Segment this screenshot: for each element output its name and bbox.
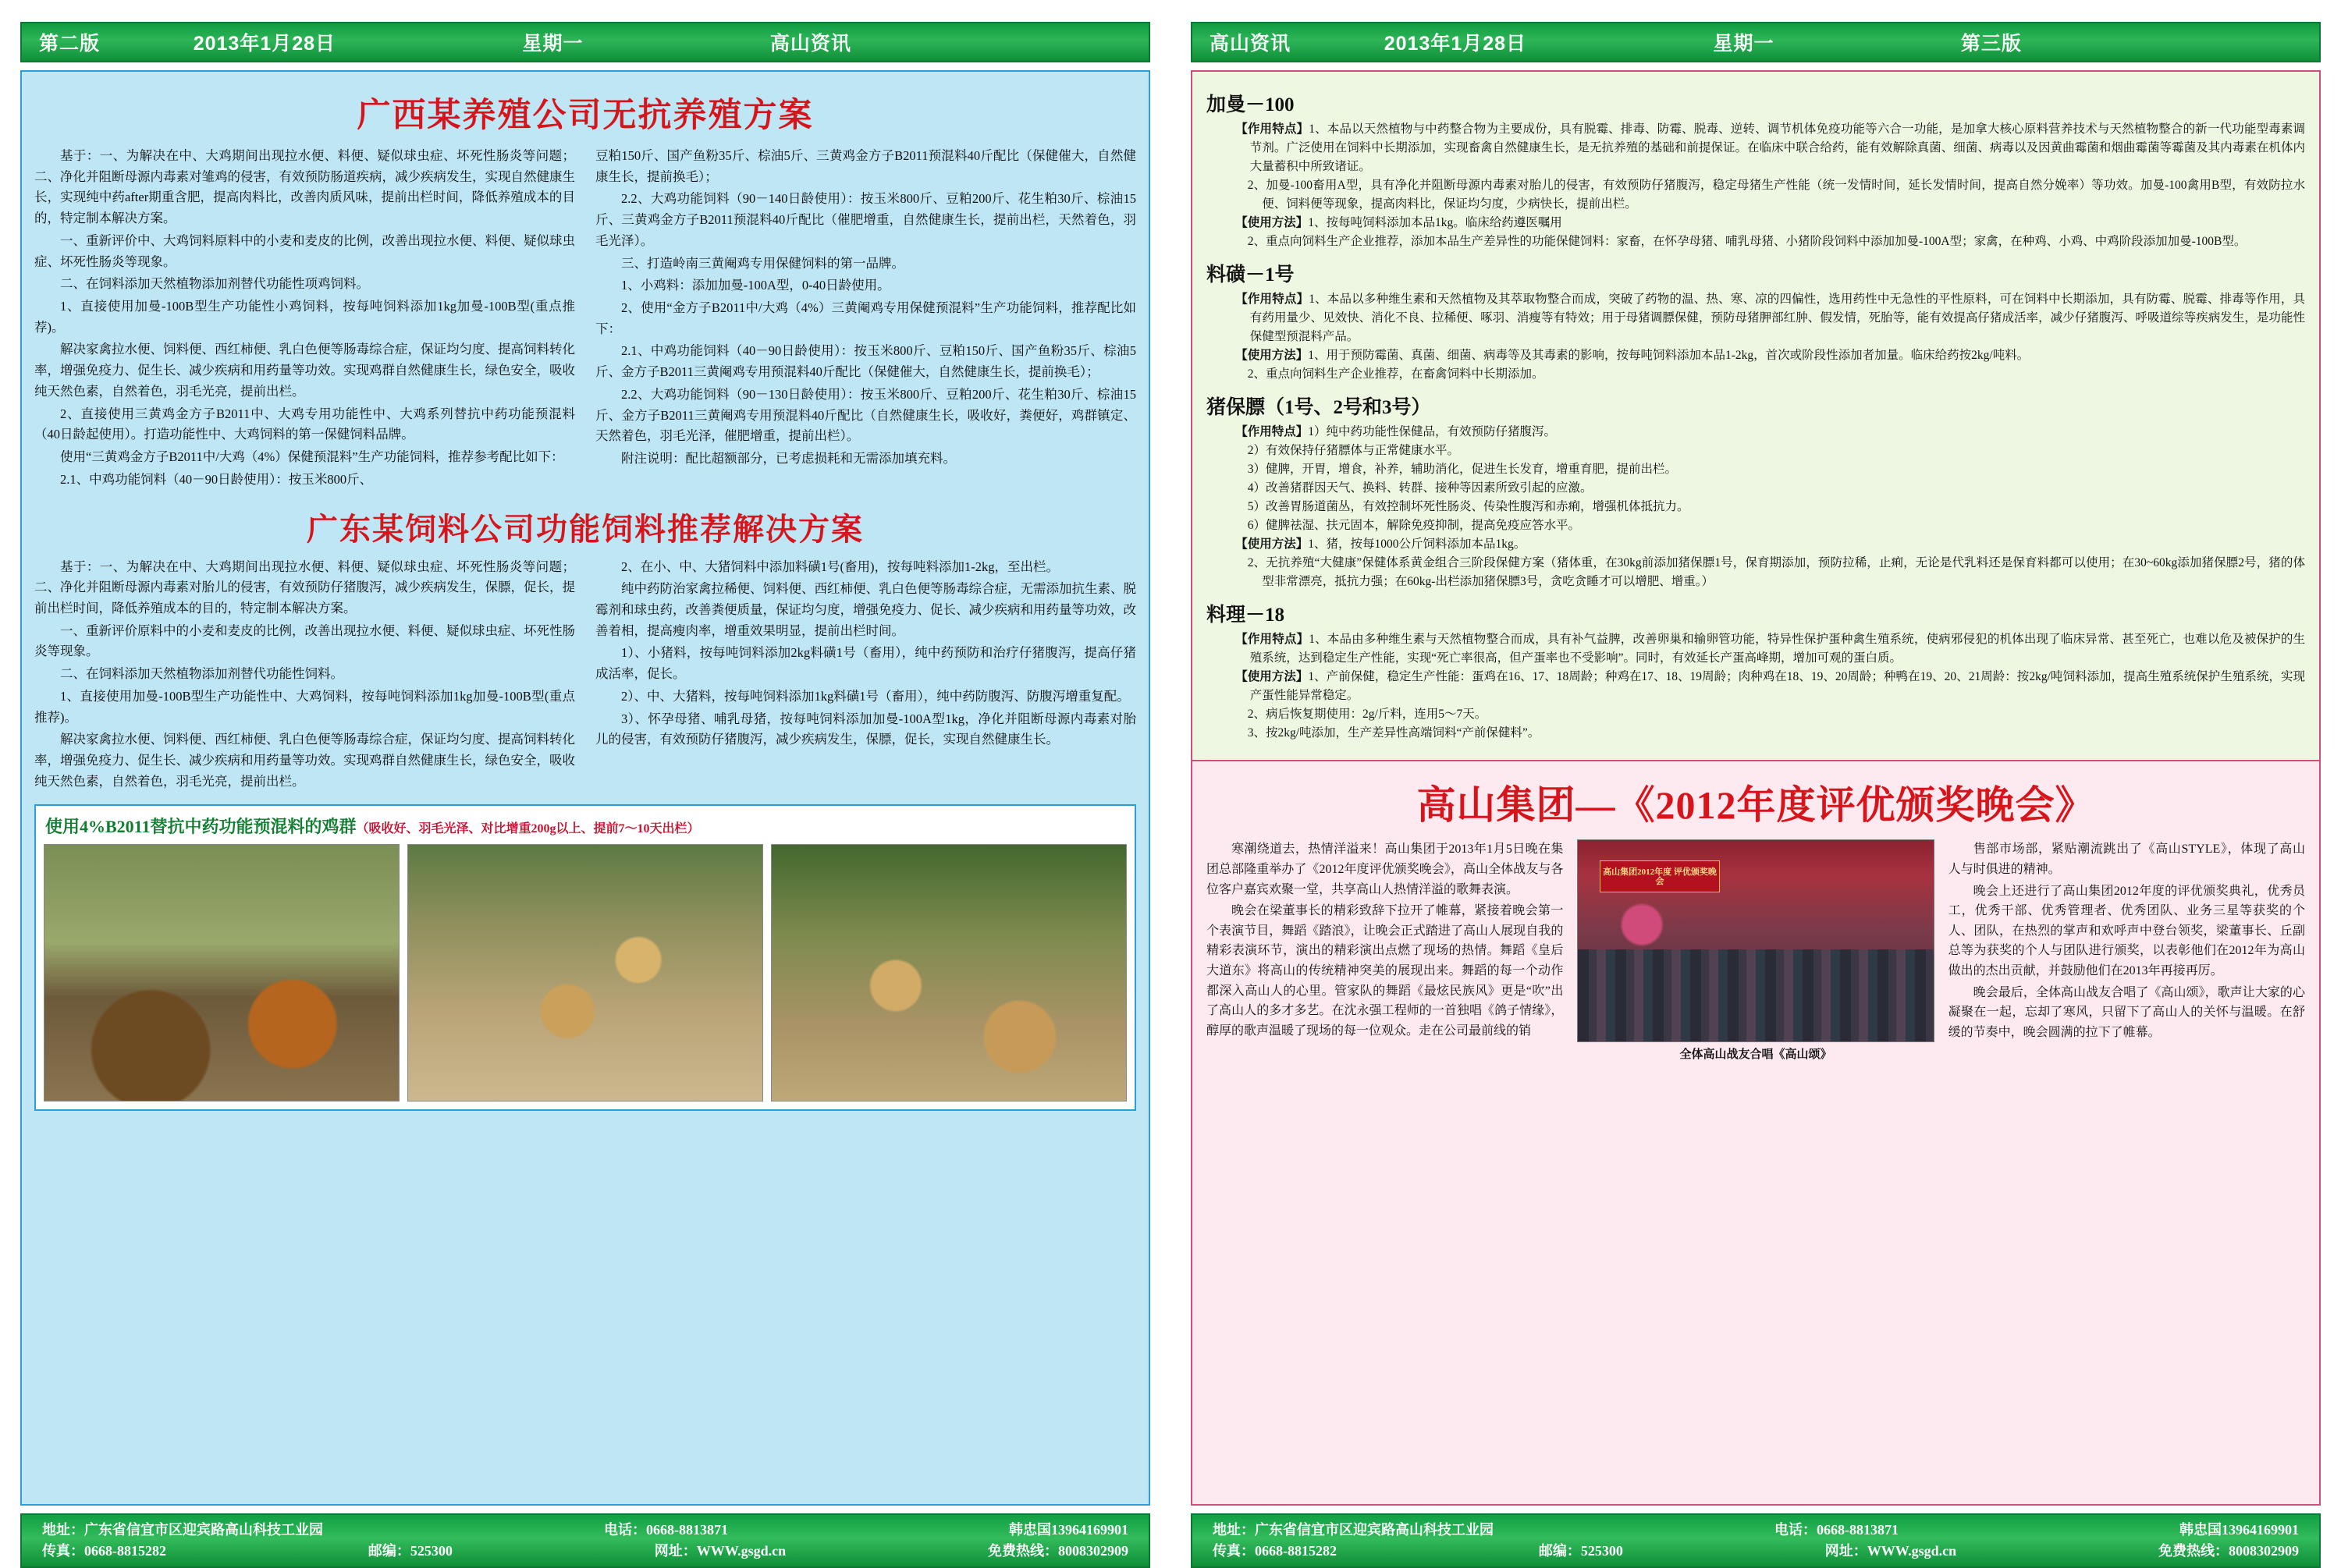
chickens-photo-2 bbox=[407, 844, 763, 1102]
right-footer-hotline: 免费热线：8008302909 bbox=[2158, 1543, 2299, 1559]
paragraph: 寒潮绕道去，热情洋溢来！高山集团于2013年1月5日晚在集团总部隆重举办了《2012年度评优颁奖晚会》，高山全体战友与各位客户嘉宾欢聚一堂，共享高山人热情洋溢的歌舞表演。 bbox=[1206, 843, 1564, 896]
paragraph: 基于：一、为解决在中、大鸡期间出现拉水便、料便、疑似球虫症、坏死性肠炎等问题；二、净化并阻断母源内毒素对胎儿的侵害，有效预防仔猪腹泻，减少疾病发生，保膘，促长，提前出栏时间，降低养殖成本的目的，特定制本解决方案。 bbox=[34, 559, 575, 615]
section-line-wrap bbox=[1206, 479, 2305, 498]
product-section bbox=[1206, 214, 2305, 232]
paragraph: 基于：一、为解决在中、大鸡期间出现拉水便、料便、疑似球虫症、坏死性肠炎等问题；二、净化并阻断母源内毒素对雏鸡的侵害，有效预防肠道疾病，减少疾病发生，实现自然健康生长，实现纯中药after期重含肥，提高肉料比，改善肉质风味，提前出栏时间，降低养殖成本的目的，特定制本解决方案。 bbox=[34, 148, 575, 226]
chickens-photo-1 bbox=[44, 844, 400, 1102]
section-line-wrap bbox=[1206, 365, 2305, 384]
product-list bbox=[1192, 72, 2319, 761]
gala-photo-caption: 全体高山战友合唱《高山颂》 bbox=[1679, 1048, 1832, 1062]
article-one-left-column bbox=[34, 146, 575, 492]
section-line: 2）有效保持仔猪膘体与正常健康水平。 bbox=[1247, 444, 1459, 458]
paragraph: 2.1、中鸡功能饲料（40－90日龄使用）：按玉米800斤、豆粕150斤、国产鱼粉35斤、棕油5斤、金方子B2011三黄阉鸡专用预混料40斤配比（保健催大，自然健康生长，提前换毛）； bbox=[595, 343, 1136, 380]
chickens-photo-3 bbox=[771, 844, 1127, 1102]
right-masthead bbox=[1191, 22, 2321, 62]
section-line-wrap bbox=[1206, 442, 2305, 460]
product-section bbox=[1206, 630, 2305, 668]
section-label: 【使用方法】 bbox=[1235, 216, 1309, 230]
photo-caption-sub: （吸收好、羽毛光泽、对比增重200g以上、提前7～10天出栏） bbox=[356, 822, 700, 836]
section-label: 【作用特点】 bbox=[1235, 293, 1309, 307]
paragraph: 晚会上还进行了高山集团2012年度的评优颁奖典礼，优秀员工，优秀干部、优秀管理者、优秀团队、业务三星等获奖的个人、团队，在热烈的掌声和欢呼声中登台领奖，梁董事长、丘副总等为获奖的个人与团队进行颁奖，以表彰他们在2012年为高山做出的杰出贡献，并鼓励他们在2013年再接再厉。 bbox=[1948, 884, 2305, 977]
left-footer-row-two bbox=[42, 1541, 1128, 1562]
right-footer-website[interactable]: 网址：WWW.gsgd.cn bbox=[1824, 1543, 1957, 1559]
paragraph: 使用“三黄鸡金方子B2011中/大鸡（4%）保健预混料”生产功能饲料，推荐参考配比如下： bbox=[60, 449, 564, 465]
left-date-label: 2013年1月28日 bbox=[193, 33, 336, 55]
product-section bbox=[1206, 120, 2305, 176]
product-name: 料理－18 bbox=[1206, 605, 1285, 626]
photo-row bbox=[44, 844, 1127, 1102]
paragraph: 二、在饲料添加天然植物添加剂替代功能性项鸡饲料。 bbox=[60, 276, 369, 292]
right-edition-label: 第三版 bbox=[1960, 33, 2022, 55]
product-section bbox=[1206, 346, 2305, 365]
right-weekday-label: 星期一 bbox=[1713, 33, 1774, 55]
gala-column-one bbox=[1206, 839, 1563, 1493]
article-two-columns bbox=[34, 557, 1136, 794]
gala-columns bbox=[1206, 839, 2305, 1493]
right-paper-name: 高山资讯 bbox=[1210, 33, 1291, 55]
section-line-wrap bbox=[1206, 724, 2305, 743]
section-label: 【作用特点】 bbox=[1235, 633, 1309, 647]
paragraph: 一、重新评价中、大鸡饲料原料中的小麦和麦皮的比例，改善出现拉水便、料便、疑似球虫症、坏死性肠炎等现象。 bbox=[34, 232, 575, 269]
paragraph: 2.2、大鸡功能饲料（90－140日龄使用）：按玉米800斤、豆粕200斤、花生粕30斤、棕油15斤、三黄鸡金方子B2011预混料40斤配比（催肥增重，自然健康生长，提前出栏，天然着色，羽毛光泽）。 bbox=[595, 191, 1136, 248]
gala-stage-banner: 高山集团2012年度 评优颁奖晚会 bbox=[1600, 860, 1721, 892]
section-label: 【使用方法】 bbox=[1235, 349, 1309, 363]
left-paper-name: 高山资讯 bbox=[769, 33, 851, 55]
product-section bbox=[1206, 535, 2305, 554]
photo-strip bbox=[34, 804, 1136, 1111]
newspaper-page-two bbox=[0, 0, 1170, 1562]
section-line: 1、本品以多种维生素和天然植物及其萃取物整合而成，突破了药物的温、热、寒、凉的四偏性，选用药性中无急性的平性原料，可在饲料中长期添加，具有防霉、脱霉、排毒等作用，具有药用量少、见效快、消化不良、拉稀便、啄羽、消瘦等有特效；用于母猪调膘保健，预防母猪胛部红肿、假发情，死胎等，能有效提高仔猪成活率，减少仔猪腹泻、呼吸道综等疾病发生，是功能性保健型预混料产品。 bbox=[1249, 293, 2305, 344]
paragraph: 晚会最后，全体高山战友合唱了《高山颂》，歌声让大家的心凝聚在一起，忘却了寒风，只留下了高山人的关怀与温暖。在舒缓的节奏中，晚会圆满的拉下了帷幕。 bbox=[1948, 985, 2305, 1039]
product-name: 加曼－100 bbox=[1206, 94, 1295, 115]
section-line-wrap bbox=[1206, 460, 2305, 479]
paragraph: 豆粕150斤、国产鱼粉35斤、棕油5斤、三黄鸡金方子B2011预混料40斤配比（保健催大，自然健康生长，提前换毛）； bbox=[595, 148, 1136, 184]
product-section bbox=[1206, 290, 2305, 346]
article-one-columns bbox=[34, 146, 1136, 492]
section-line: 2、加曼-100畜用A型，具有净化并阻断母源内毒素对胎儿的侵害，有效预防仔猪腹泻，稳定母猪生产性能（统一发情时间，延长发情时间，提高自然分娩率）等功效。加曼-100禽用B型，有效防拉水便、饲料便等现象，提高肉料比，保证均匀度，少病快长，提前出栏。 bbox=[1247, 179, 2305, 211]
paragraph: 一、重新评价原料中的小麦和麦皮的比例，改善出现拉水便、料便、疑似球虫症、坏死性肠炎等现象。 bbox=[34, 623, 575, 659]
gala-column-two bbox=[1577, 839, 1934, 1493]
gala-headline: 高山集团—《2012年度评优颁奖晚会》 bbox=[1416, 783, 2095, 828]
section-line-wrap bbox=[1206, 176, 2305, 214]
product-section bbox=[1206, 423, 2305, 442]
section-line: 1、产前保健，稳定生产性能：蛋鸡在16、17、18周龄；种鸡在17、18、19周龄；肉种鸡在18、19、20周龄；种鸭在19、20、21周龄：按2kg/吨饲料添加，提高生殖系统保护生殖系统，实现产蛋性能异常稳定。 bbox=[1249, 670, 2305, 703]
section-line: 2、重点向饲料生产企业推荐，在畜禽饲料中长期添加。 bbox=[1247, 367, 1544, 381]
paragraph: 1）、小猪料，按每吨饲料添加2kg料磺1号（畜用），纯中药预防和治疗仔猪腹泻，提高仔猪成活率，促长。 bbox=[595, 645, 1136, 682]
paragraph: 1、直接使用加曼-100B型生产功能性中、大鸡饲料，按每吨饲料添加1kg加曼-100B型(重点推荐)。 bbox=[34, 688, 575, 725]
section-line: 1、猪，按每1000公斤饲料添加本品1kg。 bbox=[1308, 537, 1526, 552]
section-line: 1、按每吨饲料添加本品1kg。临床给药遵医嘱用 bbox=[1308, 216, 1562, 230]
gala-article bbox=[1192, 761, 2319, 1504]
left-footer bbox=[20, 1513, 1150, 1568]
left-edition-label: 第二版 bbox=[39, 33, 101, 55]
photo-strip-caption bbox=[45, 814, 1127, 838]
paragraph: 2、在小、中、大猪饲料中添加料磺1号(畜用)，按每吨料添加1-2kg，至出栏。 bbox=[621, 559, 1059, 574]
paragraph: 1、直接使用加曼-100B型生产功能性小鸡饲料，按每吨饲料添加1kg加曼-100B型(重点推荐)。 bbox=[34, 299, 575, 335]
section-line-wrap bbox=[1206, 498, 2305, 516]
section-line: 1、本品由多种维生素与天然植物整合而成，具有补气益脾，改善卵巢和输卵管功能，特异性保护蛋种禽生殖系统，使病邪侵犯的机体出现了临床异常、甚至死亡，也难以危及被保护的生殖系统，达到稳定生产性能，实现“死亡率很高，但产蛋率也不受影响”。同时，有效延长产蛋高峰期，增加可观的蛋白质。 bbox=[1249, 633, 2305, 665]
paragraph: 2）、中、大猪料，按每吨饲料添加1kg料磺1号（畜用），纯中药防腹泻、防腹泻增重复配。 bbox=[621, 688, 1130, 704]
paragraph: 解决家禽拉水便、饲料便、西红柿便、乳白色便等肠毒综合症，保证均匀度、提高饲料转化率，增强免疫力、促生长、减少疾病和用药量等功效。实现鸡群自然健康生长，绿色安全，吸收纯天然色素，自然着色，羽毛光亮，提前出栏。 bbox=[34, 342, 575, 399]
paragraph: 2、直接使用三黄鸡金方子B2011中、大鸡专用功能性中、大鸡系列替抗中药功能预混料（40日龄起使用）。打造功能性中、大鸡饲料的第一保健饲料品牌。 bbox=[34, 406, 575, 442]
paragraph: 售部市场部，紧贴潮流跳出了《高山STYLE》，体现了高山人与时俱进的精神。 bbox=[1948, 843, 2305, 877]
article-two-left-column bbox=[34, 557, 575, 794]
section-label: 【作用特点】 bbox=[1235, 122, 1309, 136]
product-item bbox=[1206, 259, 2305, 384]
paragraph: 三、打造岭南三黄阉鸡专用保健饲料的第一品牌。 bbox=[621, 255, 904, 271]
gala-crowd bbox=[1578, 949, 1933, 1042]
right-footer-phone: 电话：0668-8813871 bbox=[1774, 1522, 1899, 1538]
paragraph: 2、使用“金方子B2011中/大鸡（4%）三黄阉鸡专用保健预混料”生产功能饲料，推荐配比如下： bbox=[595, 300, 1136, 336]
newspaper-page-three bbox=[1170, 0, 2341, 1562]
left-footer-postcode: 邮编：525300 bbox=[368, 1543, 453, 1559]
left-masthead bbox=[20, 22, 1150, 62]
section-line: 4）改善猪群因天气、换料、转群、接种等因素所致引起的应激。 bbox=[1247, 481, 1593, 495]
left-footer-phone: 电话：0668-8813871 bbox=[604, 1522, 728, 1538]
paragraph: 晚会在梁董事长的精彩致辞下拉开了帷幕，紧接着晚会第一个表演节目，舞蹈《踏浪》，让晚会正式踏进了高山人展现自我的精彩表演环节，演出的精彩演出点燃了现场的热情。舞蹈《皇后大道东》将高山的传统精神突美的展现出来。舞蹈的每一个动作都深入高山人的心里。管家队的舞蹈《最炫民族风》更是“吹”出了高山人的多才多艺。在沈永强工程师的一首独唱《鸽子情缘》，醇厚的歌声温暖了现场的每一位观众。走在公司最前线的销 bbox=[1206, 904, 1564, 1038]
section-line-wrap bbox=[1206, 554, 2305, 591]
gala-column-three bbox=[1948, 839, 2305, 1493]
left-footer-website[interactable]: 网址：WWW.gsgd.cn bbox=[654, 1543, 787, 1559]
right-date-label: 2013年1月28日 bbox=[1384, 33, 1527, 55]
right-footer-postcode: 邮编：525300 bbox=[1538, 1543, 1623, 1559]
section-label: 【使用方法】 bbox=[1235, 537, 1309, 552]
section-line: 1、本品以天然植物与中药整合物为主要成份，具有脱霉、排毒、防霉、脱毒、逆转、调节机体免疫功能等六合一功能，是加拿大核心原料营养技术与天然植物整合的新一代功能型毒素调节剂。广泛使用在饲料中长期添加，实现畜禽自然健康生长，是无抗养殖的基础和前提保证。在临床中联合给药，能有效解除真菌、细菌、病毒以及因黄曲霉菌和烟曲霉菌等霉菌及其内毒素在机体内大量蓄积中所致诸证。 bbox=[1249, 122, 2305, 174]
section-line-wrap bbox=[1206, 705, 2305, 724]
article-two-headline: 广东某饲料公司功能饲料推荐解决方案 bbox=[307, 511, 864, 547]
section-line-wrap bbox=[1206, 232, 2305, 251]
section-label: 【作用特点】 bbox=[1235, 425, 1309, 439]
paragraph: 纯中药防治家禽拉稀便、饲料便、西红柿便、乳白色便等肠毒综合症，无需添加抗生素、脱霉剂和球虫药，改善粪便质量，保证均匀度，增强免疫力、促长、减少疾病和用药量等功效，改善着相，提高瘦肉率，增重效果明显，提前出栏时间。 bbox=[595, 581, 1136, 638]
product-item bbox=[1206, 599, 2305, 743]
section-line: 1）纯中药功能性保健品，有效预防仔猪腹泻。 bbox=[1308, 425, 1556, 439]
left-footer-contact: 韩忠国13964169901 bbox=[1009, 1522, 1128, 1538]
section-line: 3、按2kg/吨添加，生产差异性高端饲料“产前保健料”。 bbox=[1247, 726, 1540, 740]
section-line: 2、重点向饲料生产企业推荐，添加本品生产差异性的功能保健饲料：家畜，在怀孕母猪、哺乳母猪、小猪阶段饲料中添加加曼-100A型；家禽，在种鸡、小鸡、中鸡阶段添加加曼-100B型。 bbox=[1247, 235, 2247, 249]
left-footer-hotline: 免费热线：8008302909 bbox=[988, 1543, 1128, 1559]
paragraph: 附注说明：配比超额部分，已考虑损耗和无需添加填充料。 bbox=[621, 451, 956, 466]
left-page-body bbox=[20, 70, 1150, 1506]
gala-group-photo bbox=[1577, 839, 1934, 1042]
right-footer-fax: 传真：0668-8815282 bbox=[1213, 1543, 1337, 1559]
section-line: 2、无抗养殖“大健康”保健体系黄金组合三阶段保健方案（猪体重，在30kg前添加猪保膘1号，保育期添加，预防拉稀，止痢，无论是代乳料还是保育料都可以使用；在30~60kg添加猪保膘2号，猪的体型非常漂亮，抵抗力强；在60kg-出栏添加猪保膘3号，贪吃贪睡才可以增肥、增重。） bbox=[1247, 556, 2305, 589]
section-line: 6）健脾祛湿、扶元固本，解除免疫抑制，提高免疫应答水平。 bbox=[1247, 519, 1580, 533]
photo-caption-main: 使用4%B2011替抗中药功能预混料的鸡群 bbox=[45, 817, 357, 837]
product-section bbox=[1206, 668, 2305, 705]
left-footer-fax: 传真：0668-8815282 bbox=[42, 1543, 166, 1559]
paragraph: 2.2、大鸡功能饲料（90－130日龄使用）：按玉米800斤、豆粕200斤、花生粕30斤、棕油15斤、金方子B2011三黄阉鸡专用预混料40斤配比（自然健康生长，吸收好，粪便好，鸡群镇定、天然着色，羽毛光泽，催肥增重，提前出栏）。 bbox=[595, 386, 1136, 444]
section-line: 2、病后恢复期使用：2g/斤料，连用5～7天。 bbox=[1247, 708, 1487, 722]
product-name: 料磺－1号 bbox=[1206, 264, 1295, 286]
article-two-right-column bbox=[595, 557, 1136, 794]
paragraph: 1、小鸡料：添加加曼-100A型，0-40日龄使用。 bbox=[621, 278, 890, 293]
left-footer-address: 地址：广东省信宜市区迎宾路高山科技工业园 bbox=[42, 1522, 323, 1538]
right-footer-address: 地址：广东省信宜市区迎宾路高山科技工业园 bbox=[1213, 1522, 1494, 1538]
right-footer-row-one bbox=[1213, 1520, 2299, 1541]
section-line: 1、用于预防霉菌、真菌、细菌、病毒等及其毒素的影响，按每吨饲料添加本品1-2kg，首次或阶段性添加者加量。临床给药按2kg/吨料。 bbox=[1308, 349, 2030, 363]
section-line-wrap bbox=[1206, 516, 2305, 535]
right-footer bbox=[1191, 1513, 2321, 1568]
product-item bbox=[1206, 89, 2305, 251]
left-footer-row-one bbox=[42, 1520, 1128, 1541]
paragraph: 二、在饲料添加天然植物添加剂替代功能性饲料。 bbox=[60, 666, 343, 682]
paragraph: 3）、怀孕母猪、哺乳母猪，按每吨饲料添加加曼-100A型1kg，净化并阻断母源内毒素对胎儿的侵害，有效预防仔猪腹泻，减少疾病发生，保膘，促长，实现自然健康生长。 bbox=[595, 711, 1136, 747]
right-footer-row-two bbox=[1213, 1541, 2299, 1562]
right-footer-contact: 韩忠国13964169901 bbox=[2179, 1522, 2299, 1538]
section-line: 3）健脾，开胃，增食，补养，辅助消化，促进生长发育，增重育肥，提前出栏。 bbox=[1247, 463, 1677, 477]
left-weekday-label: 星期一 bbox=[522, 33, 584, 55]
paragraph: 2.1、中鸡功能饲料（40－90日龄使用）：按玉米800斤、 bbox=[60, 471, 373, 487]
section-line: 5）改善胃肠道菌丛，有效控制坏死性肠炎、传染性腹泻和赤痢，增强机体抵抗力。 bbox=[1247, 500, 1689, 514]
article-one-headline: 广西某养殖公司无抗养殖方案 bbox=[357, 98, 814, 134]
product-item bbox=[1206, 392, 2305, 591]
right-page-body bbox=[1191, 70, 2321, 1506]
article-one-right-column bbox=[595, 146, 1136, 492]
paragraph: 解决家禽拉水便、饲料便、西红柿便、乳白色便等肠毒综合症，保证均匀度、提高饲料转化率，增强免疫力、促生长、减少疾病和用药量等功效。实现鸡群自然健康生长，绿色安全，吸收纯天然色素，自然着色，羽毛光亮，提前出栏。 bbox=[34, 732, 575, 789]
product-name: 猪保膘（1号、2号和3号） bbox=[1206, 397, 1431, 419]
section-label: 【使用方法】 bbox=[1235, 670, 1309, 684]
